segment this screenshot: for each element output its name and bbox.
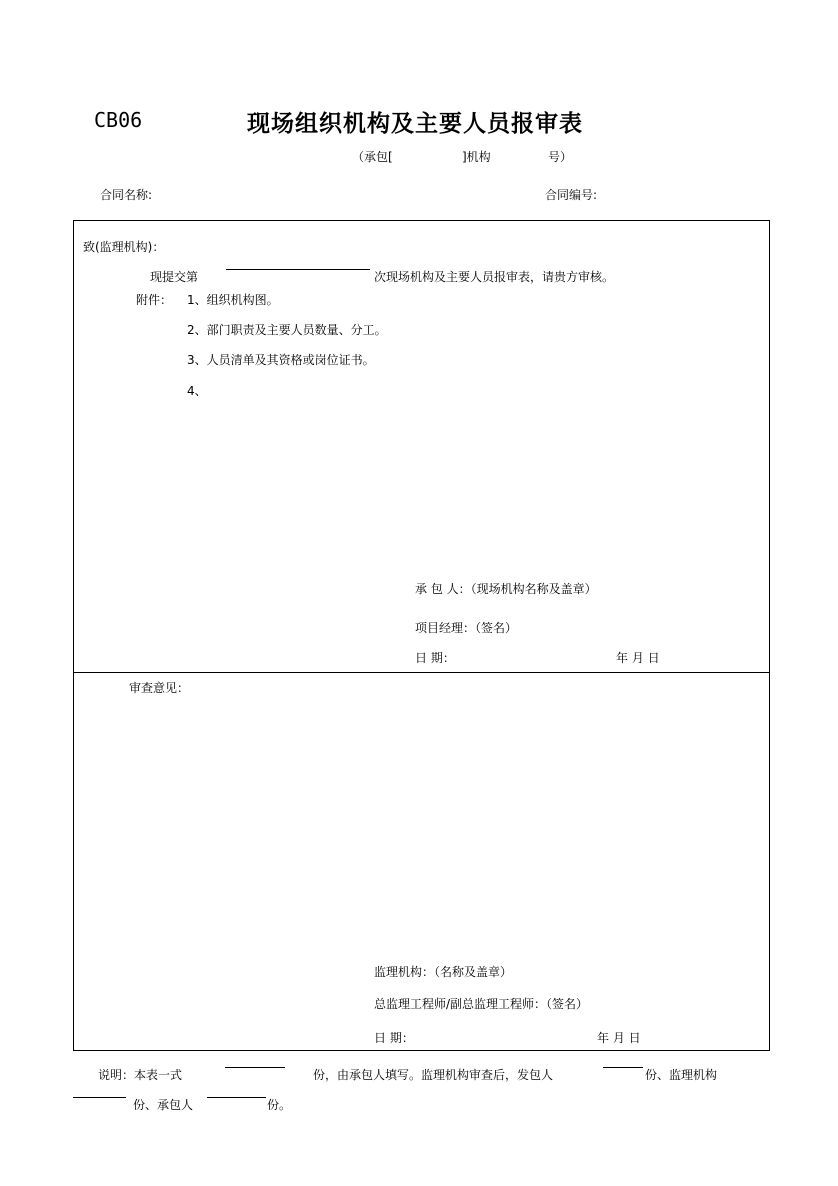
date-label-2: 日 期： (374, 1031, 414, 1045)
date-ymd-1: 年 月 日 (616, 651, 660, 665)
chief-engineer-label: 总监理工程师/副总监理工程师：（签名） (374, 997, 589, 1011)
date-ymd-2: 年 月 日 (597, 1031, 641, 1045)
contract-no-label: 合同编号: (545, 188, 598, 202)
attachment-item-3: 3、人员清单及其资格或岗位证书。 (187, 353, 375, 367)
note-prefix: 说明：本表一式 (98, 1068, 183, 1082)
note-part3: 份、监理机构 (645, 1068, 718, 1082)
attachment-item-2: 2、部门职责及主要人员数量、分工。 (187, 323, 387, 337)
note-part4: 份、承包人 (133, 1098, 194, 1112)
note-part5: 份。 (267, 1098, 292, 1112)
date-label-1: 日 期： (415, 651, 455, 665)
note-part2: 份，由承包人填写。监理机构审查后，发包人 (313, 1068, 554, 1082)
attachment-item-4: 4、 (187, 384, 207, 398)
subtitle-open: （承包[ (352, 150, 393, 164)
copies-employer-blank[interactable] (603, 1067, 643, 1068)
copies-contractor-blank[interactable] (207, 1097, 266, 1098)
submit-prefix: 现提交第 (150, 270, 199, 284)
supervisor-org-label: 监理机构：（名称及盖章） (374, 965, 513, 979)
review-opinion-label: 审查意见： (129, 681, 190, 695)
form-code: CB06 (94, 108, 143, 132)
copies-total-blank[interactable] (225, 1067, 285, 1068)
contractor-label: 承 包 人：（现场机构名称及盖章） (415, 582, 597, 596)
form-title: 现场组织机构及主要人员报审表 (247, 111, 583, 137)
submit-suffix: 次现场机构及主要人员报审表，请贵方审核。 (374, 270, 615, 284)
subtitle-close: 号） (548, 150, 573, 164)
submit-number-blank[interactable] (226, 269, 370, 270)
section-divider (74, 672, 769, 673)
contract-name-label: 合同名称: (100, 188, 153, 202)
project-manager-label: 项目经理：（签名） (415, 621, 518, 635)
subtitle-mid: ]机构 (462, 150, 491, 164)
copies-supervisor-blank[interactable] (73, 1097, 126, 1098)
attachments-label: 附件： (136, 293, 173, 307)
to-supervisor-label: 致(监理机构)： (83, 240, 165, 254)
attachment-item-1: 1、组织机构图。 (187, 293, 279, 307)
